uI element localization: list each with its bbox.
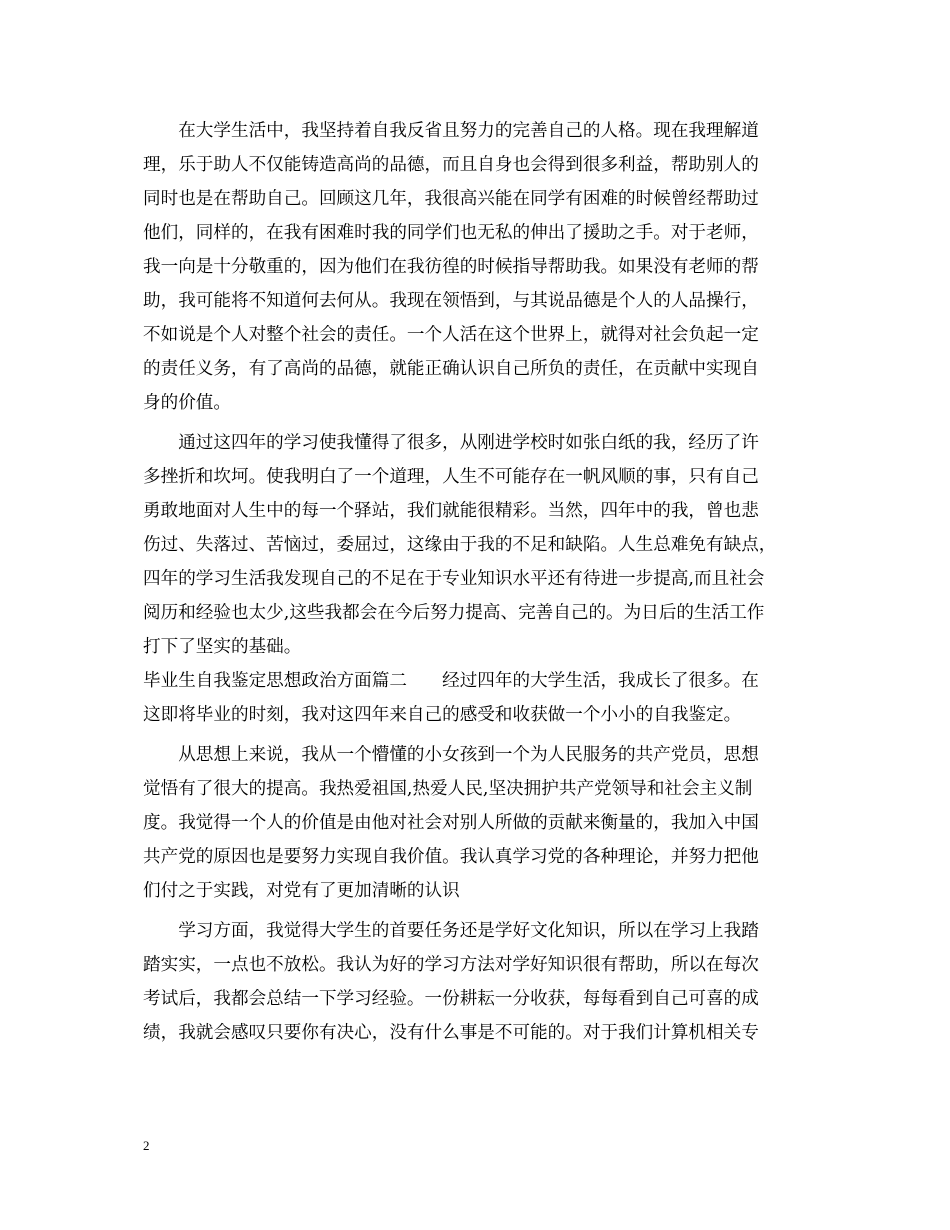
text-line: 这即将毕业的时刻，我对这四年来自己的感受和收获做一个小小的自我鉴定。 [143,705,742,725]
text-line: 多挫折和坎坷。使我明白了一个道理，人生不可能存在一帆风顺的事，只有自己 [143,467,759,487]
text-line: 考试后，我都会总结一下学习经验。一份耕耘一分收获，每每看到自己可喜的成 [143,989,759,1009]
text-line: 在大学生活中，我坚持着自我反省且努力的完善自己的人格。现在我理解道 [143,121,759,141]
text-line: 踏实实，一点也不放松。我认为好的学习方法对学好知识很有帮助，所以在每次 [143,955,759,975]
text-line: 助，我可能将不知道何去何从。我现在领悟到，与其说品德是个人的人品操行， [143,291,759,311]
text-line: 同时也是在帮助自己。回顾这几年，我很高兴能在同学有困难的时候曾经帮助过 [143,189,759,209]
text-line: 通过这四年的学习使我懂得了很多，从刚进学校时如张白纸的我，经历了许 [143,433,759,453]
text-line: 四年的学习生活我发现自己的不足在于专业知识水平还有待进一步提高,而且社会 [143,569,765,589]
section-heading-line: 毕业生自我鉴定思想政治方面篇二 经过四年的大学生活，我成长了很多。在 [143,671,759,691]
text-line: 伤过、失落过、苦恼过，委屈过，这缘由于我的不足和缺陷。人生总难免有缺点， [143,535,777,555]
page-number: 2 [143,1138,150,1153]
text-line: 们付之于实践，对党有了更加清晰的认识 [143,881,460,901]
text-line: 身的价值。 [143,393,231,413]
text-line: 打下了坚实的基础。 [143,637,302,657]
text-line: 勇敢地面对人生中的每一个驿站，我们就能很精彩。当然，四年中的我，曾也悲 [143,501,759,521]
text-line: 我一向是十分敬重的，因为他们在我彷徨的时候指导帮助我。如果没有老师的帮 [143,257,759,277]
text-line: 不如说是个人对整个社会的责任。一个人活在这个世界上，就得对社会负起一定 [143,325,759,345]
text-line: 觉悟有了很大的提高。我热爱祖国,热爱人民,坚决拥护共产党领导和社会主义制 [143,779,753,799]
text-line: 共产党的原因也是要努力实现自我价值。我认真学习党的各种理论，并努力把他 [143,847,759,867]
text-line: 理，乐于助人不仅能铸造高尚的品德，而且自身也会得到很多利益，帮助别人的 [143,155,759,175]
text-line: 度。我觉得一个人的价值是由他对社会对别人所做的贡献来衡量的，我加入中国 [143,813,759,833]
text-line: 阅历和经验也太少,这些我都会在今后努力提高、完善自己的。为日后的生活工作 [143,603,765,623]
text-line: 他们，同样的，在我有困难时我的同学们也无私的伸出了援助之手。对于老师， [143,223,759,243]
text-line: 从思想上来说，我从一个懵懂的小女孩到一个为人民服务的共产党员，思想 [143,745,759,765]
text-line: 学习方面，我觉得大学生的首要任务还是学好文化知识，所以在学习上我踏 [143,921,759,941]
text-line: 的责任义务，有了高尚的品德，就能正确认识自己所负的责任，在贡献中实现自 [143,359,759,379]
text-line: 绩，我就会感叹只要你有决心，没有什么事是不可能的。对于我们计算机相关专 [143,1023,759,1043]
